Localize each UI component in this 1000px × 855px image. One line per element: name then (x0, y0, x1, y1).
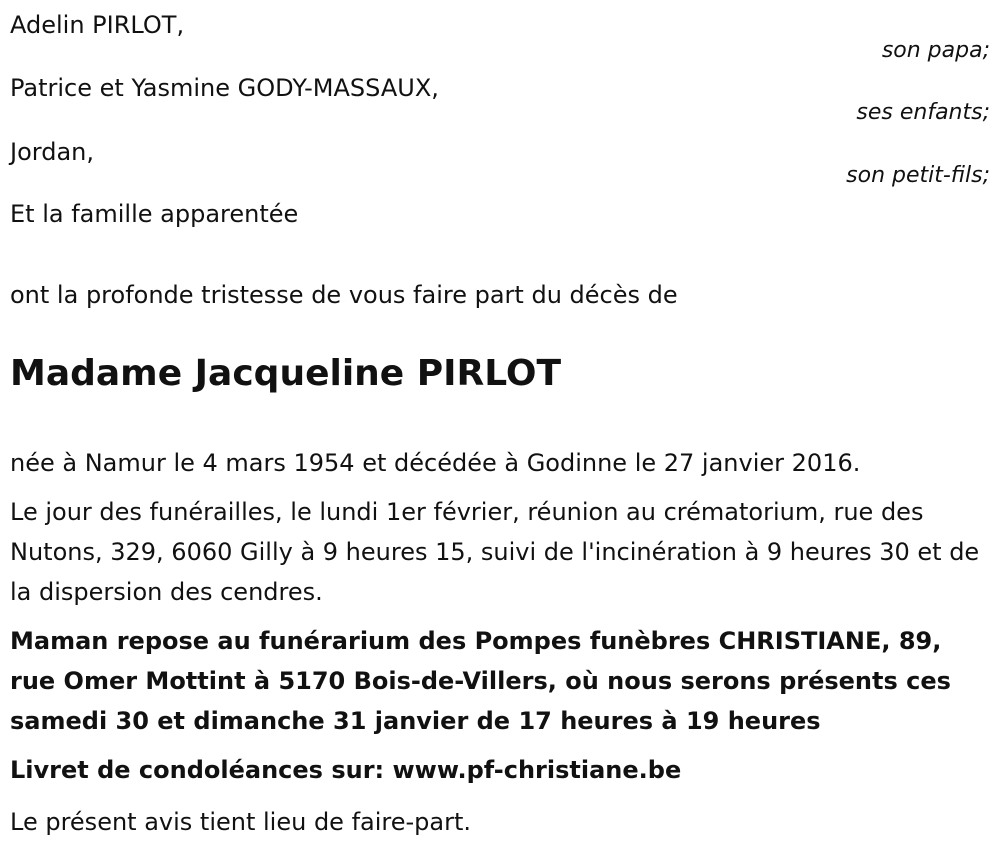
birth-death-info: née à Namur le 4 mars 1954 et décédée à Godinne le 27 janvier 2016. (10, 449, 861, 477)
visitation-details: Maman repose au funérarium des Pompes funèbres CHRISTIANE, 89, rue Omer Mottint à 5170 Bois-de-Villers, où nous serons présents ces samedi 30 et dimanche 31 janvier de 17 heures à 19 heures (10, 627, 951, 735)
announcement-text: ont la profonde tristesse de vous faire part du décès de (10, 281, 678, 309)
deceased-name: Madame Jacqueline PIRLOT (10, 353, 562, 394)
family-member-name: Patrice et Yasmine GODY-MASSAUX, (10, 74, 439, 102)
family-member-role: son papa; (881, 38, 990, 63)
family-member-name: Adelin PIRLOT, (10, 11, 185, 39)
obituary-notice (10, 0, 990, 855)
notice-text: Le présent avis tient lieu de faire-part. (10, 808, 472, 836)
family-member-name: Jordan, (10, 138, 94, 166)
family-extended: Et la famille apparentée (10, 200, 299, 228)
family-member-role: son petit-fils; (846, 163, 990, 188)
condolences-link: Livret de condoléances sur: www.pf-christiane.be (10, 756, 682, 784)
funeral-details: Le jour des funérailles, le lundi 1er février, réunion au crématorium, rue des Nutons, 329, 6060 Gilly à 9 heures 15, suivi de l'incinération à 9 heures 30 et de la dispersion des cendres. (10, 498, 980, 606)
family-member-role: ses enfants; (856, 100, 990, 125)
